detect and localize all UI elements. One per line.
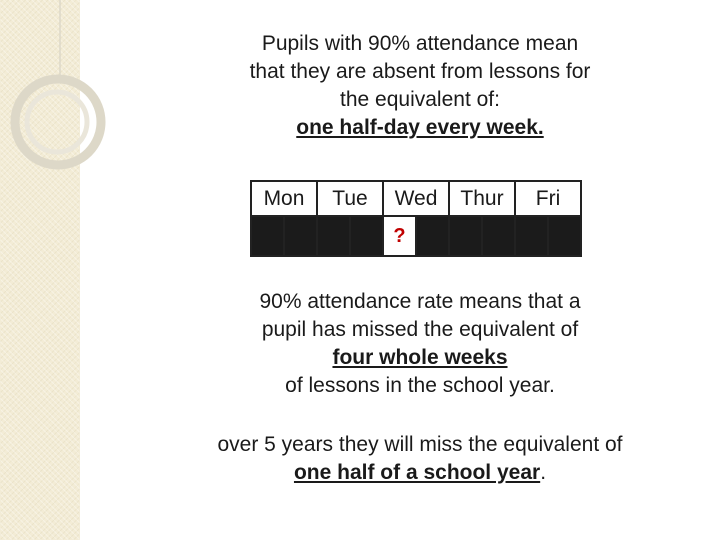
half-day-cell [350,216,383,256]
weeks-text [180,288,660,400]
years-line-1: over 5 years they will miss the equivalent of [217,433,623,456]
side-decoration-band [0,0,80,540]
day-cell-wed: Wed [383,181,449,216]
half-day-cell [515,216,548,256]
intro-line-3: the equivalent of: [340,88,500,111]
years-suffix: . [540,461,547,484]
weeks-line-4: of lessons in the school year. [285,374,555,397]
weeks-line-1: 90% attendance rate means that a [259,290,581,313]
years-text [160,431,680,487]
day-cell-tue: Tue [317,181,383,216]
half-day-cell [317,216,350,256]
intro-line-1: Pupils with 90% attendance mean [261,32,579,55]
weeks-emphasis: four whole weeks [332,346,508,369]
day-header-row [251,181,581,216]
missed-half-day-cell: ? [383,216,416,256]
half-day-cell [284,216,317,256]
weeks-line-2: pupil has missed the equivalent of [261,318,579,341]
day-cell-thur: Thur [449,181,515,216]
intro-line-2: that they are absent from lessons for [249,60,591,83]
half-day-cell [251,216,284,256]
half-day-cell [416,216,449,256]
half-day-row [251,216,581,256]
week-attendance-table [250,180,582,257]
day-cell-fri: Fri [515,181,581,216]
half-day-cell [449,216,482,256]
intro-text [180,30,660,142]
intro-emphasis: one half-day every week. [296,116,544,139]
years-emphasis: one half of a school year [293,461,541,484]
day-cell-mon: Mon [251,181,317,216]
half-day-cell [548,216,581,256]
years-line-2 [160,459,680,487]
half-day-cell [482,216,515,256]
